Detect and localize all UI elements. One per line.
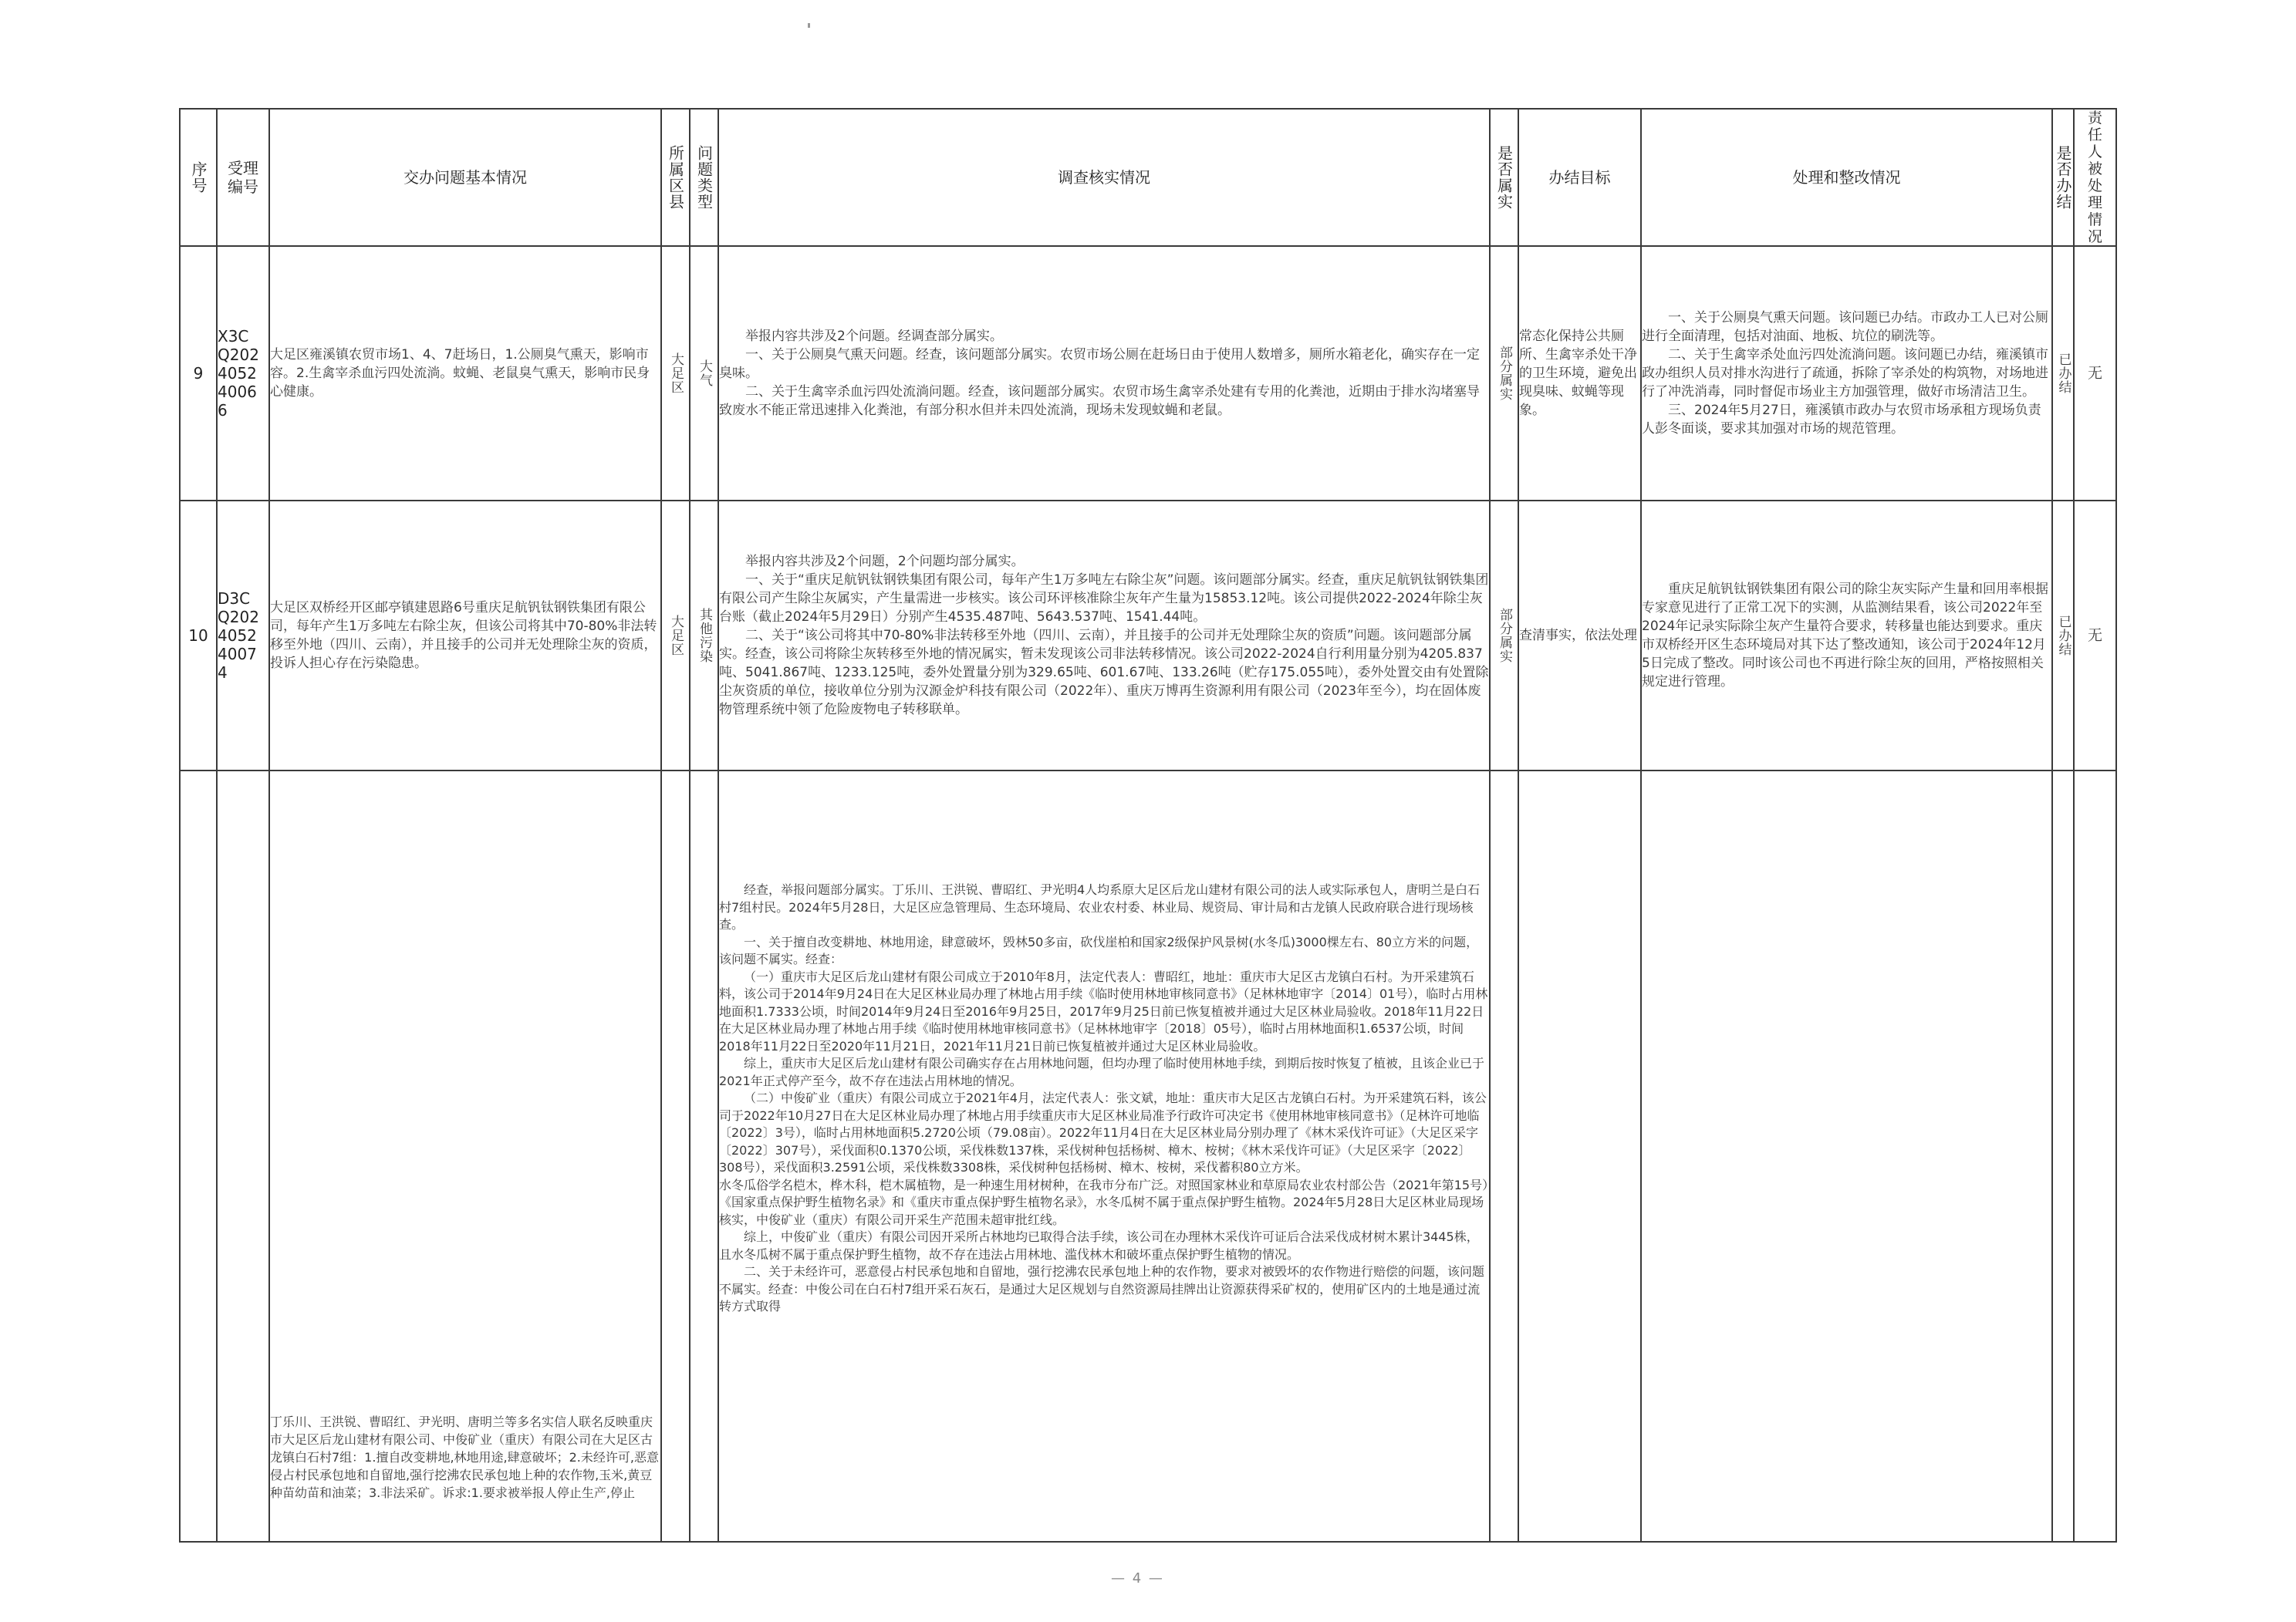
row-handling: 重庆足航钒钛钢铁集团有限公司的除尘灰实际产生量和回用率根据专家意见进行了正常工况下的实测，从监测结果看，该公司2022年至2024年记录实际除尘灰产生量符合要求，转移量也能达到要求。重庆市双桥经开区生态环境局对其下达了整改通知，该公司于2024年12月5日完成了整改。同时该公司也不再进行除尘灰的回用，严格按照相关规定进行管理。 — [1641, 501, 2052, 771]
page-number: — 4 — — [1111, 1570, 1164, 1587]
header-handling: 处理和整改情况 — [1641, 109, 2052, 246]
row-basic: 大足区雍溪镇农贸市场1、4、7赶场日，1.公厕臭气熏天，影响市容。2.生禽宰杀血污四处流淌。蚊蝇、老鼠臭气熏天，影响市民身心健康。 — [269, 246, 661, 501]
header-closed: 是否办结 — [2052, 109, 2074, 246]
row-case-no: D3CQ202405240074 — [217, 501, 269, 771]
scan-mark — [808, 23, 810, 28]
row-accountability: 无 — [2074, 246, 2116, 501]
row-goal: 常态化保持公共厕所、生禽宰杀处干净的卫生环境，避免出现臭味、蚊蝇等现象。 — [1518, 246, 1641, 501]
table-row — [180, 501, 2116, 771]
row-district: 大足区 — [661, 246, 690, 501]
row-case-no: X3CQ202405240066 — [217, 246, 269, 501]
header-seq: 序号 — [180, 109, 217, 246]
row-closed — [2052, 771, 2074, 1542]
header-basic: 交办问题基本情况 — [269, 109, 661, 246]
row-accountability: 无 — [2074, 501, 2116, 771]
row-basic: 丁乐川、王洪锐、曹昭红、尹光明、唐明兰等多名实信人联名反映重庆市大足区后龙山建材有限公司、中俊矿业（重庆）有限公司在大足区古龙镇白石村7组：1.擅自改变耕地,林地用途,肆意破坏；2.未经许可,恶意侵占村民承包地和自留地,强行挖沸农民承包地上种的农作物,玉米,黄豆种苗幼苗和油菜；3.非法采矿。诉求:1.要求被举报人停止生产,停止 — [269, 771, 661, 1542]
row-basic: 大足区双桥经开区邮亭镇建恩路6号重庆足航钒钛钢铁集团有限公司，每年产生1万多吨左右除尘灰，但该公司将其中70-80%非法转移至外地（四川、云南），并且接手的公司并无处理除尘灰的资质，投诉人担心存在污染隐患。 — [269, 501, 661, 771]
header-investigation: 调查核实情况 — [718, 109, 1490, 246]
row-type: 大气 — [690, 246, 718, 501]
table-row — [180, 771, 2116, 1542]
row-accountability — [2074, 771, 2116, 1542]
row-seq: 9 — [180, 246, 217, 501]
header-type: 问题类型 — [690, 109, 718, 246]
row-verified: 部分属实 — [1490, 501, 1518, 771]
row-seq — [180, 771, 217, 1542]
header-goal: 办结目标 — [1518, 109, 1641, 246]
header-district: 所属区县 — [661, 109, 690, 246]
row-verified: 部分属实 — [1490, 246, 1518, 501]
row-goal — [1518, 771, 1641, 1542]
row-verified — [1490, 771, 1518, 1542]
row-type — [690, 771, 718, 1542]
complaint-table — [179, 108, 2117, 1543]
row-investigation: 经查，举报问题部分属实。丁乐川、王洪锐、曹昭红、尹光明4人均系原大足区后龙山建材有限公司的法人或实际承包人，唐明兰是白石村7组村民。2024年5月28日，大足区应急管理局、生态环境局、农业农村委、林业局、规资局、审计局和古龙镇人民政府联合进行现场核查。 一、关于擅自改变耕地、林地用途，肆意破坏，毁林50多亩，砍伐崖柏和国家2级保护风景树(水冬瓜)3000棵左右、80立方米的问题，该问题不属实。经查： （一）重庆市大足区后龙山建材有限公司成立于2010年8月，法定代表人：曹昭红，地址：重庆市大足区古龙镇白石村。为开采建筑石料，该公司于2014年9月24日在大足区林业局办理了林地占用手续《临时使用林地审核同意书》（足林林地审字〔2014〕01号），临时占用林地面积1.7333公顷，时间2014年9月24日至2016年9月25日，2017年9月25日前已恢复植被并通过大足区林业局验收。2018年11月22日在大足区林业局办理了林地占用手续《临时使用林地审核同意书》（足林林地审字〔2018〕05号），临时占用林地面积1.6537公顷，时间2018年11月22日至2020年11月21日，2021年11月21日前已恢复植被并通过大足区林业局验收。 综上，重庆市大足区后龙山建材有限公司确实存在占用林地问题，但均办理了临时使用林地手续，到期后按时恢复了植被，且该企业已于2021年正式停产至今，故不存在违法占用林地的情况。 （二）中俊矿业（重庆）有限公司成立于2021年4月，法定代表人：张文斌，地址：重庆市大足区古龙镇白石村。为开采建筑石料，该公司于2022年10月27日在大足区林业局办理了林地占用手续重庆市大足区林业局准予行政许可决定书《使用林地审核同意书》（足林许可地临〔2022〕3号），临时占用林地面积5.2720公顷（79.08亩）。2022年11月4日在大足区林业局分别办理了《林木采伐许可证》（大足区采字〔2022〕307号），采伐面积0.1370公顷，采伐株数137株，采伐树种包括杨树、樟木、桉树；《林木采伐许可证》（大足区采字〔2022〕308号），采伐面积3.2591公顷，采伐株数3308株，采伐树种包括杨树、樟木、桉树，采伐蓄积80立方米。 水冬瓜俗学名桤木，桦木科，桤木属植物，是一种速生用材树种，在我市分布广泛。对照国家林业和草原局农业农村部公告（2021年第15号）《国家重点保护野生植物名录》和《重庆市重点保护野生植物名录》，水冬瓜树不属于重点保护野生植物。2024年5月28日大足区林业局现场核实，中俊矿业（重庆）有限公司开采生产范围未超审批红线。 综上，中俊矿业（重庆）有限公司因开采所占林地均已取得合法手续，该公司在办理林木采伐许可证后合法采伐成材树木累计3445株，且水冬瓜树不属于重点保护野生植物，故不存在违法占用林地、滥伐林木和破坏重点保护野生植物的情况。 二、关于未经许可，恶意侵占村民承包地和自留地，强行挖沸农民承包地上种的农作物，要求对被毁坏的农作物进行赔偿的问题，该问题不属实。经查：中俊公司在白石村7组开采石灰石，是通过大足区规划与自然资源局挂牌出让资源获得采矿权的，使用矿区内的土地是通过流转方式取得 — [718, 771, 1490, 1542]
table-header-row — [180, 109, 2116, 246]
header-case-no: 受理编号 — [217, 109, 269, 246]
row-handling — [1641, 771, 2052, 1542]
row-investigation: 举报内容共涉及2个问题。经调查部分属实。 一、关于公厕臭气熏天问题。经查，该问题部分属实。农贸市场公厕在赶场日由于使用人数增多，厕所水箱老化，确实存在一定臭味。 二、关于生禽宰杀血污四处流淌问题。经查，该问题部分属实。农贸市场生禽宰杀处建有专用的化粪池，近期由于排水沟堵塞导致废水不能正常迅速排入化粪池，有部分积水但并未四处流淌，现场未发现蚊蝇和老鼠。 — [718, 246, 1490, 501]
row-handling: 一、关于公厕臭气熏天问题。该问题已办结。市政办工人已对公厕进行全面清理，包括对油面、地板、坑位的刷洗等。 二、关于生禽宰杀处血污四处流淌问题。该问题已办结，雍溪镇市政办组织人员对排水沟进行了疏通，拆除了宰杀处的构筑物，对场地进行了冲洗消毒，同时督促市场业主方加强管理，做好市场清洁卫生。 三、2024年5月27日，雍溪镇市政办与农贸市场承租方现场负责人彭冬面谈，要求其加强对市场的规范管理。 — [1641, 246, 2052, 501]
header-verified: 是否属实 — [1490, 109, 1518, 246]
row-closed: 已办结 — [2052, 501, 2074, 771]
row-case-no — [217, 771, 269, 1542]
row-investigation: 举报内容共涉及2个问题，2个问题均部分属实。 一、关于“重庆足航钒钛钢铁集团有限公司，每年产生1万多吨左右除尘灰”问题。该问题部分属实。经查，重庆足航钒钛钢铁集团有限公司产生除尘灰属实，产生量需进一步核实。该公司环评核准除尘灰年产生量为15853.12吨。该公司提供2022-2024年除尘灰台账（截止2024年5月29日）分别产生4535.487吨、5643.537吨、1541.44吨。 二、关于“该公司将其中70-80%非法转移至外地（四川、云南），并且接手的公司并无处理除尘灰的资质”问题。该问题部分属实。经查，该公司将除尘灰转移至外地的情况属实，暂未发现该公司非法转移情况。该公司2022-2024自行利用量分别为4205.837吨、5041.867吨、1233.125吨，委外处置量分别为329.65吨、601.67吨、133.26吨（贮存175.055吨），委外处置交由有处置除尘灰资质的单位，接收单位分别为汉源金炉科技有限公司（2022年）、重庆万博再生资源利用有限公司（2023年至今），均在固体废物管理系统中领了危险废物电子转移联单。 — [718, 501, 1490, 771]
header-accountability: 责任人被处理情况 — [2074, 109, 2116, 246]
row-closed: 已办结 — [2052, 246, 2074, 501]
row-goal: 查清事实，依法处理 — [1518, 501, 1641, 771]
row-district: 大足区 — [661, 501, 690, 771]
row-seq: 10 — [180, 501, 217, 771]
row-type: 其他污染 — [690, 501, 718, 771]
row-district — [661, 771, 690, 1542]
table-row — [180, 246, 2116, 501]
